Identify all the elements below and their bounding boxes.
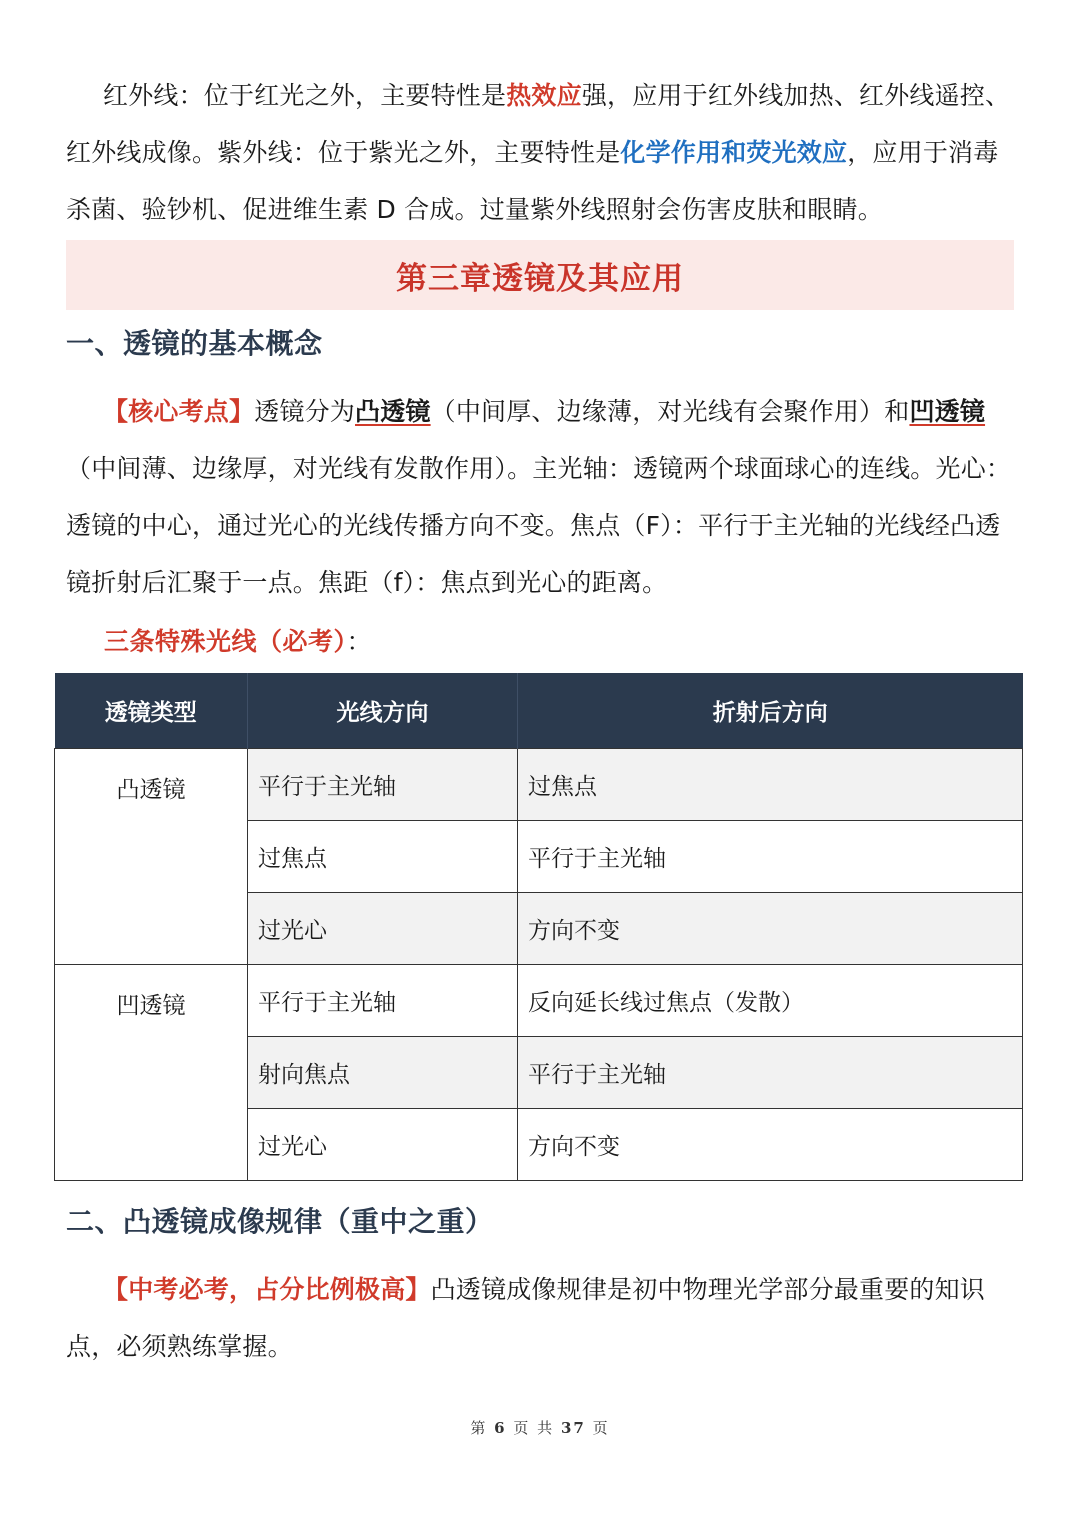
refracted-direction-cell: 方向不变 — [518, 893, 1023, 965]
table-row — [55, 749, 1023, 821]
term-concave-lens: 凹透镜 — [909, 397, 986, 426]
refracted-direction-cell: 平行于主光轴 — [518, 1037, 1023, 1109]
paragraph-text: 透镜分为 — [254, 397, 356, 426]
refracted-direction-cell: 方向不变 — [518, 1109, 1023, 1181]
footer-text: 页 — [592, 1419, 610, 1437]
ray-direction-cell: 平行于主光轴 — [248, 749, 518, 821]
table-row — [55, 965, 1023, 1037]
total-pages-number: 37 — [560, 1419, 586, 1437]
special-rays-table — [54, 673, 1023, 1181]
refracted-direction-cell: 过焦点 — [518, 749, 1023, 821]
ray-direction-cell: 平行于主光轴 — [248, 965, 518, 1037]
ray-direction-cell: 过光心 — [248, 893, 518, 965]
header-ray-direction: 光线方向 — [248, 673, 518, 749]
footer-text: 页 共 — [513, 1419, 555, 1437]
imaging-rules-paragraph — [66, 1261, 1014, 1375]
header-refracted-direction: 折射后方向 — [518, 673, 1023, 749]
chapter-banner — [66, 240, 1014, 310]
page-footer — [0, 1417, 1080, 1438]
intro-text: 强，应用于红外线加热、红外线遥控、红外线成像。紫外线：位于紫光之外，主要特性是 — [66, 81, 1011, 167]
lens-type-cell: 凸透镜 — [55, 749, 248, 965]
refracted-direction-cell: 反向延长线过焦点（发散） — [518, 965, 1023, 1037]
ray-direction-cell: 射向焦点 — [248, 1037, 518, 1109]
paragraph-text: 凸透镜成像规律是初中物理光学部分最重要的知识点，必须熟练掌握。 — [66, 1275, 986, 1361]
ray-direction-cell: 过焦点 — [248, 821, 518, 893]
section-heading-imaging-rules: 二、凸透镜成像规律（重中之重） — [66, 1205, 494, 1238]
intro-text: ，应用于消毒杀菌、验钞机、促进维生素 D 合成。过量紫外线照射会伤害皮肤和眼睛。 — [66, 138, 999, 224]
highlight-chemical-effect: 化学作用和荧光效应 — [620, 138, 848, 167]
paragraph-text: （中间厚、边缘薄，对光线有会聚作用）和 — [430, 397, 910, 426]
section-heading-lens-basics: 一、透镜的基本概念 — [66, 327, 323, 360]
chapter-title: 第三章透镜及其应用 — [396, 260, 684, 297]
exam-tag: 【中考必考，占分比例极高】 — [103, 1275, 431, 1304]
lens-concept-paragraph — [66, 383, 1014, 611]
term-convex-lens: 凸透镜 — [355, 397, 431, 426]
table-header-row — [55, 673, 1023, 749]
ray-direction-cell: 过光心 — [248, 1109, 518, 1181]
intro-text: 红外线：位于红光之外，主要特性是 — [103, 81, 507, 110]
refracted-direction-cell: 平行于主光轴 — [518, 821, 1023, 893]
paragraph-text: （中间薄、边缘厚，对光线有发散作用）。主光轴：透镜两个球面球心的连线。光心：透镜的中心，通过光心的光线传播方向不变。焦点（F）：平行于主光轴的光线经凸透镜折射后汇聚于一点。焦距（f）：焦点到光心的距离。 — [66, 454, 1012, 597]
current-page-number: 6 — [494, 1419, 507, 1437]
special-rays-heading — [104, 622, 372, 658]
intro-paragraph — [66, 67, 1014, 238]
special-rays-title: 三条特殊光线（必考） — [104, 627, 347, 656]
lens-type-cell: 凹透镜 — [55, 965, 248, 1181]
header-lens-type: 透镜类型 — [55, 673, 248, 749]
core-point-tag: 【核心考点】 — [103, 397, 255, 426]
footer-text: 第 — [470, 1419, 488, 1437]
colon: ： — [346, 627, 372, 656]
highlight-thermal-effect: 热效应 — [506, 81, 582, 110]
